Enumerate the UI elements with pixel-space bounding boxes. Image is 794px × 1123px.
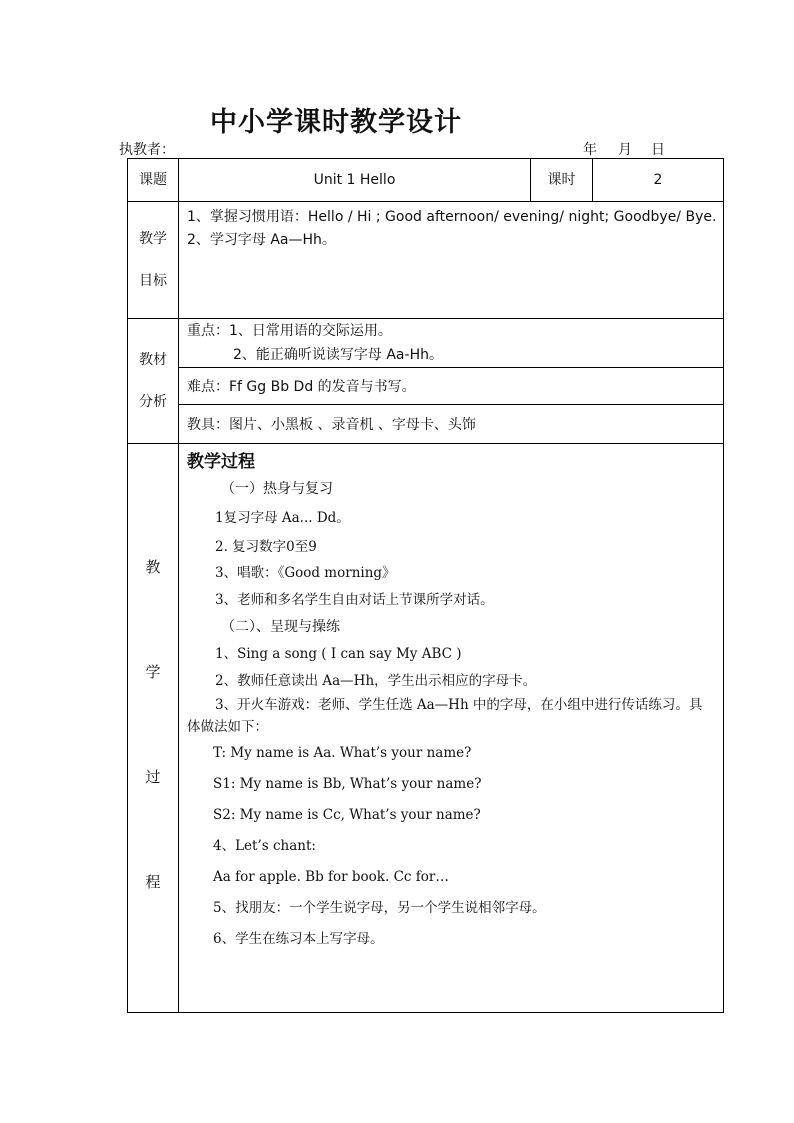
process-line: 2、教师任意读出 Aa—Hh，学生出示相应的字母卡。 [215, 673, 537, 689]
goals-label [128, 202, 179, 319]
process-line: 6、学生在练习本上写字母。 [213, 931, 384, 947]
process-side-char-2: 学 [145, 663, 161, 681]
page-title: 中小学课时教学设计 [210, 107, 462, 138]
process-line: Aa for apple. Bb for book. Cc for… [213, 869, 449, 885]
lesson-plan-table [127, 158, 724, 1013]
teacher-label: 执教者： [119, 142, 175, 158]
analysis-label [128, 319, 179, 444]
key-points-row [128, 319, 724, 368]
period-label: 课时 [531, 159, 593, 202]
process-row [128, 444, 724, 1013]
key-points-cell [179, 319, 724, 368]
analysis-label-line-1: 教材 [139, 352, 167, 368]
goal-line-2: 2、学习字母 Aa—Hh。 [187, 232, 336, 248]
process-line: 2. 复习数字0至9 [215, 539, 317, 555]
goals-label-line-1: 教学 [139, 231, 167, 247]
process-line: 1复习字母 Aa... Dd。 [215, 510, 350, 526]
difficulty-row [128, 368, 724, 405]
key-points-line-1: 重点：1、日常用语的交际运用。 [187, 323, 392, 339]
process-title: 教学过程 [187, 452, 255, 472]
process-line: 3、老师和多名学生自由对话上节课所学对话。 [215, 592, 494, 608]
goals-row [128, 202, 724, 319]
process-line: 5、找朋友：一个学生说字母，另一个学生说相邻字母。 [213, 900, 546, 916]
month-label: 月 [618, 142, 632, 158]
process-line: 3、开火车游戏：老师、学生任选 Aa—Hh 中的字母，在小组中进行传话练习。具体做法如下： [187, 697, 703, 735]
goals-content [179, 202, 724, 319]
process-line: S2: My name is Cc, What’s your name? [213, 807, 481, 823]
process-line: T: My name is Aa. What’s your name? [213, 745, 472, 761]
process-line: （一）热身与复习 [221, 481, 333, 497]
tools-row [128, 405, 724, 444]
process-side-char-1: 教 [145, 558, 161, 576]
process-line: S1: My name is Bb, What’s your name? [213, 776, 482, 792]
process-line: 3、唱歌：《Good morning》 [215, 565, 396, 581]
topic-label: 课题 [128, 159, 179, 202]
topic-value: Unit 1 Hello [179, 159, 531, 202]
process-side-char-3: 过 [145, 768, 161, 786]
process-line: （二）、呈现与操练 [221, 619, 340, 635]
period-value: 2 [593, 159, 724, 202]
process-line: 4、Let’s chant: [213, 838, 316, 854]
process-line: 1、Sing a song ( I can say My ABC ) [215, 646, 462, 662]
analysis-label-line-2: 分析 [139, 394, 167, 410]
process-content [179, 444, 724, 1013]
tools-cell: 教具：图片、小黑板 、录音机 、字母卡、头饰 [179, 405, 724, 444]
goal-line-1: 1、掌握习惯用语：Hello / Hi ; Good afternoon/ evening/ night; Goodbye/ Bye. [187, 209, 717, 225]
year-label: 年 [583, 142, 597, 158]
process-side-char-4: 程 [145, 873, 161, 891]
difficulty-cell: 难点：Ff Gg Bb Dd 的发音与书写。 [179, 368, 724, 405]
goals-label-line-2: 目标 [139, 273, 167, 289]
process-side-label [128, 444, 179, 1013]
day-label: 日 [651, 142, 665, 158]
key-points-line-2: 2、能正确听说读写字母 Aa-Hh。 [233, 347, 443, 363]
topic-row [128, 159, 724, 202]
